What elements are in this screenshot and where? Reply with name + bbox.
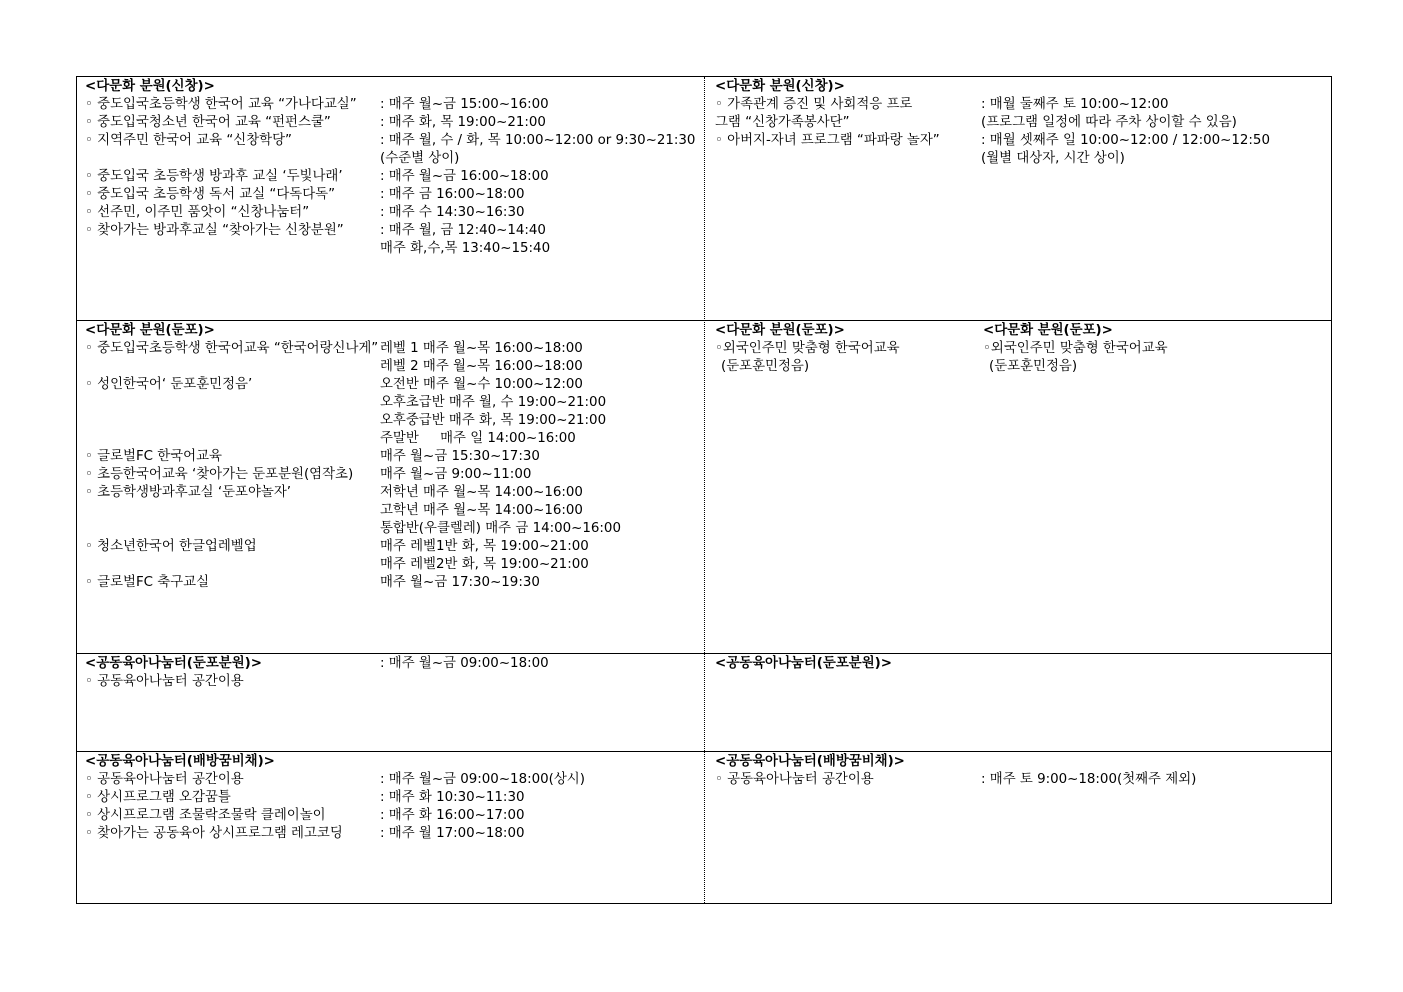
list-item: 오후초급반 매주 월, 수 19:00~21:00: [380, 395, 607, 410]
program-schedule-table: [76, 76, 1332, 904]
section-shinchang-left: [77, 77, 704, 320]
list-item: ◦ 공동육아나눔터 공간이용 : 매주 토 9:00~18:00(첫째주 제외): [715, 772, 1197, 787]
list-item: ◦ 아버지-자녀 프로그램 “파파랑 놀자” : 매월 셋째주 일 10:00~12:00 / 12:00~12:50: [715, 133, 1270, 148]
section-title: <다문화 분원(둔포)>: [715, 323, 845, 338]
list-item: ◦ 중도입국 초등학생 방과후 교실 ‘두빛나래’ : 매주 월~금 16:00~18:00: [85, 169, 549, 184]
list-item: 오후중급반 매주 화, 목 19:00~21:00: [380, 413, 607, 428]
section-shinchang-right: [705, 77, 1331, 320]
section-title: <공동육아나눔터(둔포분원)>: [85, 656, 262, 671]
list-item: ◦ 청소년한국어 한글업레벨업 매주 레벨1반 화, 목 19:00~21:00: [85, 539, 589, 554]
section-gongdong-dunpo-right: [705, 654, 1331, 751]
list-item: ◦ 선주민, 이주민 품앗이 “신창나눔터” : 매주 수 14:30~16:30: [85, 205, 525, 220]
list-item: ◦ 중도입국청소년 한국어 교육 “펀펀스쿨” : 매주 화, 목 19:00~21:00: [85, 115, 546, 130]
list-item: 매주 화,수,목 13:40~15:40: [380, 241, 551, 256]
list-item: 레벨 2 매주 월~목 16:00~18:00: [380, 359, 583, 374]
section-gongdong-dunpo-left: <공동육아나눔터(둔포분원)> : 매주 월~금 09:00~18:00 ◦ 공동육아나눔터 공간이용: [77, 654, 704, 751]
section-title: <다문화 분원(둔포)>: [85, 323, 215, 338]
list-item: ◦ 중도입국 초등학생 독서 교실 “다독다독” : 매주 금 16:00~18:00: [85, 187, 525, 202]
list-item: ◦ 초등학생방과후교실 ‘둔포야놀자’ 저학년 매주 월~목 14:00~16:00: [85, 485, 583, 500]
list-item: 그램 “신창가족봉사단” (프로그램 일정에 따라 주차 상이할 수 있음): [715, 115, 1237, 130]
list-item: ◦ 찾아가는 공동육아 상시프로그램 레고코딩 : 매주 월 17:00~18:00: [85, 826, 525, 841]
section-title: <공동육아나눔터(배방꿈비채)>: [85, 754, 275, 769]
list-item: ◦ 글로벌FC 한국어교육 매주 월~금 15:30~17:30: [85, 449, 540, 464]
list-item: ◦ 가족관계 증진 및 사회적응 프로 : 매월 둘째주 토 10:00~12:00: [715, 97, 1169, 112]
section-title: <다문화 분원(신창)>: [85, 79, 215, 94]
list-item: (둔포훈민정음) (둔포훈민정음): [721, 359, 1078, 374]
section-title: <다문화 분원(신창)>: [715, 79, 845, 94]
list-item: ◦외국인주민 맞춤형 한국어교육 ◦외국인주민 맞춤형 한국어교육: [715, 341, 1168, 356]
list-item: 매주 레벨2반 화, 목 19:00~21:00: [380, 557, 589, 572]
section-title: <다문화 분원(둔포)>: [983, 323, 1113, 338]
section-gongdong-baebang-right: [705, 752, 1331, 903]
list-item: ◦ 초등한국어교육 ‘찾아가는 둔포분원(염작초) 매주 월~금 9:00~11:00: [85, 467, 532, 482]
list-item: ◦ 상시프로그램 조물락조물락 클레이놀이 : 매주 화 16:00~17:00: [85, 808, 525, 823]
list-item: 주말반 매주 일 14:00~16:00: [380, 431, 576, 446]
section-title: <공동육아나눔터(배방꿈비채)>: [715, 754, 905, 769]
list-item: (수준별 상이): [380, 151, 460, 166]
section-title: <공동육아나눔터(둔포분원)>: [715, 656, 892, 671]
list-item: ◦ 중도입국초등학생 한국어교육 “한국어랑신나게” 레벨 1 매주 월~목 16:00~18:00: [85, 341, 583, 356]
list-item: 통합반(우클렐레) 매주 금 14:00~16:00: [380, 521, 621, 536]
list-item: ◦ 공동육아나눔터 공간이용: [85, 674, 244, 689]
list-item: ◦ 찾아가는 방과후교실 “찾아가는 신창분원” : 매주 월, 금 12:40~14:40: [85, 223, 546, 238]
section-gongdong-baebang-left: [77, 752, 704, 903]
list-item: ◦ 상시프로그램 오감꿈틀 : 매주 화 10:30~11:30: [85, 790, 525, 805]
list-item: 고학년 매주 월~목 14:00~16:00: [380, 503, 583, 518]
list-item: ◦ 성인한국어‘ 둔포훈민정음’ 오전반 매주 월~수 10:00~12:00: [85, 377, 583, 392]
section-dunpo-right: [705, 321, 1331, 653]
list-item: ◦ 지역주민 한국어 교육 “신창학당” : 매주 월, 수 / 화, 목 10:00~12:00 or 9:30~21:30: [85, 133, 696, 148]
list-item: (월별 대상자, 시간 상이): [981, 151, 1125, 166]
list-item: ◦ 공동육아나눔터 공간이용 : 매주 월~금 09:00~18:00(상시): [85, 772, 585, 787]
list-item: ◦ 중도입국초등학생 한국어 교육 “가나다교실” : 매주 월~금 15:00~16:00: [85, 97, 549, 112]
section-dunpo-left: [77, 321, 704, 653]
list-item: ◦ 글로벌FC 축구교실 매주 월~금 17:30~19:30: [85, 575, 540, 590]
